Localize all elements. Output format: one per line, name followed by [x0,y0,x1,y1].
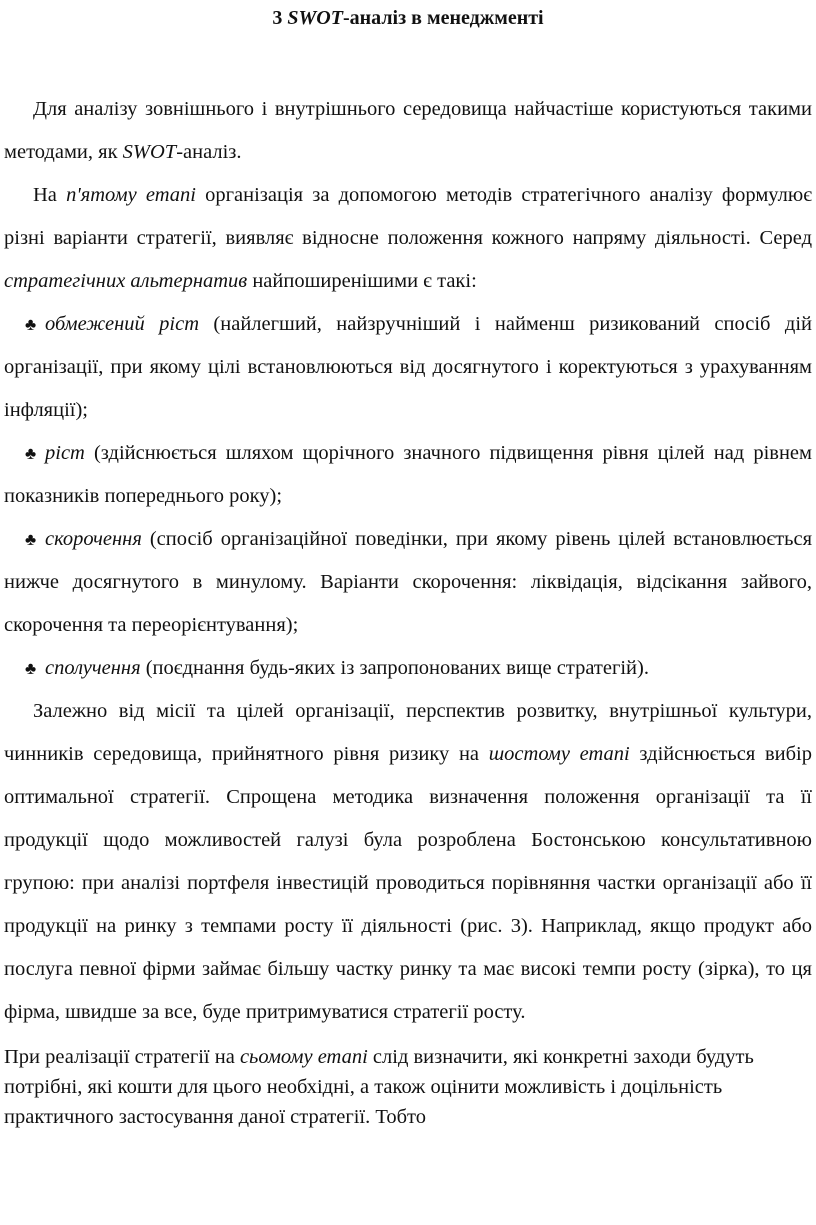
club-suit-icon: ♣ [25,530,37,549]
bullet-item [4,432,812,518]
section-heading [4,6,812,30]
bullet-text: (найлегший, найзручніший і найменш ризикований спосіб дій організації, при якому цілі встановлюються від досягнутого і коректуються з урахуванням інфляції); [4,313,812,421]
bullet-item [4,647,812,690]
paragraph-stage-six-end: здійснюється вибір оптимальної стратегії. Спрощена методика визначення положення організації та її продукції щодо можливостей галузі була розроблена Бостонською консультативною групою: при аналізі портфеля інвестицій проводиться порівняння частки організації або її продукції на ринку з темпами росту її діяльності (рис. 3). Наприклад, якщо продукт або послуга певної фірми займає більшу частку ринку та має високі темпи росту (зірка), то ця фірма, швидше за все, буде притримуватися стратегії росту. [4,743,812,1023]
club-suit-icon: ♣ [25,659,37,678]
paragraph-stage-seven-start: При реалізації стратегії на [4,1046,240,1068]
paragraph-stage-six [4,690,812,1034]
paragraph-stage-seven [4,1042,812,1132]
bullet-term: ріст [45,442,85,464]
club-suit-icon: ♣ [25,444,37,463]
paragraph-stage-six-start: Залежно від місії та цілей організації, перспектив розвитку, внутрішньої культури, чинників середовища, прийнятного рівня ризику на [4,700,812,765]
club-suit-icon: ♣ [25,315,37,334]
bullet-term: сполучення [45,657,141,679]
paragraph-intro-end: -аналіз. [176,141,242,163]
heading-number: 3 [272,7,288,29]
paragraph-intro-text: Для аналізу зовнішнього і внутрішнього середовища найчастіше користуються такими методами, як [4,98,812,163]
emphasis-seventh-stage: сьомому етапі [239,1046,368,1068]
emphasis-strategic-alternatives: стратегічних альтернатив [4,270,248,292]
paragraph-stage-seven-end: слід визначити, які конкретні заходи будуть потрібні, які кошти для цього необхідні, а також оцінити можливість і доцільність практичного застосування даної стратегії. Тобто [4,1046,754,1128]
bullet-item [4,303,812,432]
bullet-item [4,518,812,647]
bullet-text: (спосіб організаційної поведінки, при якому рівень цілей встановлюється нижче досягнутого в минулому. Варіанти скорочення: ліквідація, відсікання зайвого, скорочення та переорієнтування); [4,528,812,636]
document-page [0,6,816,1225]
paragraph-stage-five [4,174,812,303]
bullet-text: (здійснюється шляхом щорічного значного підвищення рівня цілей над рівнем показників попереднього року); [4,442,812,507]
paragraph-stage-five-start: На [33,184,67,206]
paragraph-stage-five-middle: організація за допомогою методів стратегічного аналізу формулює різні варіанти стратегії, виявляє відносне положення кожного напряму діяльності. Серед [4,184,812,249]
paragraph-intro-swot: SWOT [122,141,177,163]
bullet-text: (поєднання будь-яких із запропонованих вище стратегій). [140,657,649,679]
bullet-term: обмежений ріст [45,313,200,335]
paragraph-stage-five-end: найпоширенішими є такі: [247,270,477,292]
emphasis-fifth-stage: п'ятому етапі [66,184,196,206]
emphasis-sixth-stage: шостому етапі [488,743,630,765]
heading-swot: SWOT [287,7,343,29]
paragraph-intro [4,88,812,174]
bullet-term: скорочення [45,528,142,550]
heading-rest: -аналіз в менеджменті [342,7,544,29]
